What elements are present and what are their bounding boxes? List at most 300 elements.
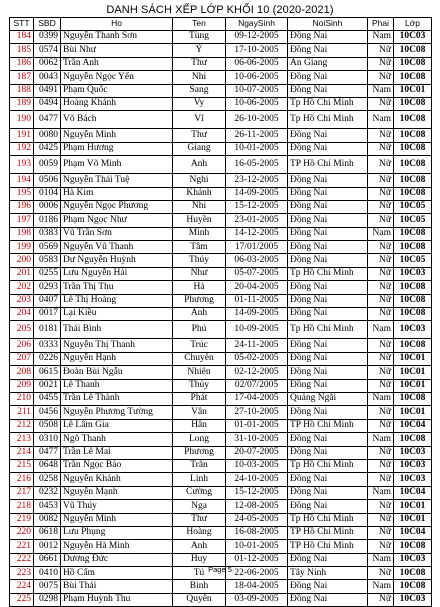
row-phai: Nữ: [368, 593, 394, 606]
row-ten: Giang: [173, 142, 226, 155]
row-ten: Chuyên: [173, 352, 226, 365]
row-stt: 186: [10, 57, 34, 70]
table-row: [10, 241, 432, 254]
row-ho: Lê Lâm Gia: [61, 419, 173, 432]
row-stt: 209: [10, 379, 34, 392]
row-ten: Hân: [173, 419, 226, 432]
row-phai: Nữ: [368, 267, 394, 280]
table-row: [10, 406, 432, 419]
table-row: [10, 580, 432, 593]
table-row: [10, 321, 432, 339]
row-ho: Trần Anh: [61, 57, 173, 70]
row-ten: Thư: [173, 129, 226, 142]
row-lop: 10C08: [394, 44, 432, 57]
row-noisinh: TP Hồ Chí Minh: [288, 526, 368, 539]
row-lop: 10C08: [394, 71, 432, 84]
row-ngaysinh: 15-12-2005: [226, 486, 288, 499]
row-lop: 10C08: [394, 281, 432, 294]
row-lop: 10C03: [394, 473, 432, 486]
header-stt: STT: [10, 18, 34, 31]
row-phai: Nam: [368, 111, 394, 129]
row-noisinh: Tp Hồ Chí Minh: [288, 111, 368, 129]
table-row: [10, 71, 432, 84]
row-phai: Nữ: [368, 379, 394, 392]
table-row: [10, 111, 432, 129]
row-ho: Hà Kim: [61, 187, 173, 200]
row-ten: Thư: [173, 57, 226, 70]
row-ngaysinh: 14-09-2005: [226, 308, 288, 321]
row-stt: 192: [10, 142, 34, 155]
header-sbd: SBD: [34, 18, 61, 31]
table-row: [10, 227, 432, 240]
row-noisinh: Đồng Nai: [288, 71, 368, 84]
row-ho: Nguyễn Ngọc Yến: [61, 71, 173, 84]
row-sbd: 0410: [34, 567, 61, 580]
table-row: [10, 174, 432, 187]
row-ngaysinh: 01-01-2005: [226, 419, 288, 432]
class-list-table: [9, 17, 432, 607]
row-lop: 10C08: [394, 111, 432, 129]
row-phai: Nữ: [368, 500, 394, 513]
row-ho: Nguyễn Thái Tuệ: [61, 174, 173, 187]
row-sbd: 0615: [34, 366, 61, 379]
row-lop: 10C01: [394, 84, 432, 97]
row-noisinh: Đồng Nai: [288, 294, 368, 307]
row-phai: Nữ: [368, 366, 394, 379]
row-sbd: 0569: [34, 241, 61, 254]
row-ngaysinh: 02/07/2005: [226, 379, 288, 392]
row-ho: Nguyễn Minh: [61, 129, 173, 142]
row-lop: 10C05: [394, 254, 432, 267]
row-ten: Hà: [173, 281, 226, 294]
row-noisinh: Đồng Nai: [288, 84, 368, 97]
row-stt: 205: [10, 321, 34, 339]
row-ho: Nguyễn Thị Thanh: [61, 339, 173, 352]
row-lop: 10C05: [394, 214, 432, 227]
row-stt: 196: [10, 200, 34, 213]
header-row: [10, 18, 432, 31]
row-phai: Nữ: [368, 406, 394, 419]
row-ho: Nguyễn Khánh: [61, 473, 173, 486]
row-sbd: 0491: [34, 84, 61, 97]
row-sbd: 0080: [34, 129, 61, 142]
row-ten: Anh: [173, 156, 226, 174]
row-phai: Nữ: [368, 294, 394, 307]
table-row: [10, 200, 432, 213]
row-phai: Nữ: [368, 44, 394, 57]
row-stt: 199: [10, 241, 34, 254]
row-noisinh: TP Hồ Chí Minh: [288, 156, 368, 174]
row-ho: Nguyễn Ngọc Phương: [61, 200, 173, 213]
row-lop: 10C03: [394, 321, 432, 339]
row-stt: 212: [10, 419, 34, 432]
row-ho: Trần Thị Thu: [61, 281, 173, 294]
row-ten: Bình: [173, 580, 226, 593]
row-noisinh: Tp Hồ Chí Minh: [288, 513, 368, 526]
row-noisinh: Đồng Nai: [288, 486, 368, 499]
row-ho: Nguyễn Mạnh: [61, 486, 173, 499]
table-row: [10, 446, 432, 459]
row-sbd: 0618: [34, 526, 61, 539]
row-sbd: 0293: [34, 281, 61, 294]
row-ten: Trúc: [173, 339, 226, 352]
row-sbd: 0181: [34, 321, 61, 339]
table-row: [10, 486, 432, 499]
table-row: [10, 267, 432, 280]
row-ho: Hoàng Khánh: [61, 97, 173, 110]
row-ngaysinh: 10-01-2005: [226, 142, 288, 155]
row-noisinh: Đồng Nai: [288, 446, 368, 459]
row-ngaysinh: 10-07-2005: [226, 84, 288, 97]
table-row: [10, 593, 432, 606]
row-sbd: 0494: [34, 97, 61, 110]
row-stt: 194: [10, 174, 34, 187]
row-lop: 10C04: [394, 419, 432, 432]
row-noisinh: TP Hồ Chí Minh: [288, 419, 368, 432]
row-ngaysinh: 20-07-2005: [226, 446, 288, 459]
row-ngaysinh: 23-12-2005: [226, 174, 288, 187]
row-sbd: 0310: [34, 433, 61, 446]
row-ten: Tùng: [173, 31, 226, 44]
table-row: [10, 500, 432, 513]
row-stt: 215: [10, 459, 34, 472]
table-row: [10, 433, 432, 446]
row-ngaysinh: 05-07-2005: [226, 267, 288, 280]
table-row: [10, 366, 432, 379]
row-sbd: 0043: [34, 71, 61, 84]
row-ngaysinh: 23-01-2005: [226, 214, 288, 227]
row-stt: 195: [10, 187, 34, 200]
row-noisinh: Đồng Nai: [288, 174, 368, 187]
header-lop: Lớp: [394, 18, 432, 31]
row-lop: 10C08: [394, 433, 432, 446]
row-stt: 191: [10, 129, 34, 142]
row-stt: 188: [10, 84, 34, 97]
table-row: [10, 419, 432, 432]
row-ho: Nguyễn Thanh Sơn: [61, 31, 173, 44]
row-lop: 10C04: [394, 526, 432, 539]
row-ngaysinh: 24-10-2005: [226, 473, 288, 486]
row-lop: 10C08: [394, 294, 432, 307]
row-lop: 10C08: [394, 97, 432, 110]
table-row: [10, 97, 432, 110]
row-ho: Đoàn Bùi Ngẫu: [61, 366, 173, 379]
row-ho: Nguyễn Vũ Thanh: [61, 241, 173, 254]
row-phai: Nam: [368, 553, 394, 566]
row-ten: Vân: [173, 406, 226, 419]
row-lop: 10C08: [394, 241, 432, 254]
row-sbd: 0021: [34, 379, 61, 392]
row-ngaysinh: 10-03-2005: [226, 459, 288, 472]
table-row: [10, 379, 432, 392]
row-sbd: 0583: [34, 254, 61, 267]
row-phai: Nữ: [368, 513, 394, 526]
table-row: [10, 57, 432, 70]
row-noisinh: Đồng Nai: [288, 281, 368, 294]
row-lop: 10C01: [394, 352, 432, 365]
row-stt: 222: [10, 553, 34, 566]
row-ten: Cường: [173, 486, 226, 499]
table-row: [10, 352, 432, 365]
row-lop: 10C01: [394, 379, 432, 392]
row-ten: Thủy: [173, 379, 226, 392]
row-ho: Phạm Võ Minh: [61, 156, 173, 174]
row-ngaysinh: 17-10-2005: [226, 44, 288, 57]
row-stt: 207: [10, 352, 34, 365]
row-sbd: 0508: [34, 419, 61, 432]
table-row: [10, 540, 432, 553]
row-ten: Như: [173, 267, 226, 280]
row-stt: 208: [10, 366, 34, 379]
row-noisinh: Đồng Nai: [288, 500, 368, 513]
row-stt: 185: [10, 44, 34, 57]
row-noisinh: Đồng Nai: [288, 433, 368, 446]
row-noisinh: Đồng Nai: [288, 200, 368, 213]
row-ho: Bùi Như: [61, 44, 173, 57]
row-noisinh: Tp Hồ Chí Minh: [288, 321, 368, 339]
row-phai: Nữ: [368, 174, 394, 187]
row-phai: Nữ: [368, 214, 394, 227]
row-sbd: 0012: [34, 540, 61, 553]
row-ngaysinh: 10-01-2005: [226, 540, 288, 553]
table-row: [10, 473, 432, 486]
table-row: [10, 31, 432, 44]
row-sbd: 0006: [34, 200, 61, 213]
row-noisinh: An Giang: [288, 57, 368, 70]
row-ten: Minh: [173, 227, 226, 240]
row-phai: Nam: [368, 84, 394, 97]
row-noisinh: Đồng Nai: [288, 406, 368, 419]
row-stt: 224: [10, 580, 34, 593]
row-ngaysinh: 14-12-2005: [226, 227, 288, 240]
row-stt: 200: [10, 254, 34, 267]
header-ho: Ho: [61, 18, 173, 31]
row-stt: 216: [10, 473, 34, 486]
row-lop: 10C03: [394, 553, 432, 566]
row-stt: 187: [10, 71, 34, 84]
row-lop: 10C05: [394, 200, 432, 213]
row-noisinh: Tp Hồ Chí Minh: [288, 459, 368, 472]
row-noisinh: Tây Ninh: [288, 567, 368, 580]
table-row: [10, 339, 432, 352]
row-sbd: 0186: [34, 214, 61, 227]
row-lop: 10C08: [394, 392, 432, 405]
row-stt: 221: [10, 540, 34, 553]
row-ten: Khánh: [173, 187, 226, 200]
row-ho: Ngô Thanh: [61, 433, 173, 446]
row-phai: Nữ: [368, 281, 394, 294]
row-ho: Trần Lê Thành: [61, 392, 173, 405]
row-lop: 10C03: [394, 446, 432, 459]
row-stt: 204: [10, 308, 34, 321]
row-ngaysinh: 18-04-2005: [226, 580, 288, 593]
row-lop: 10C08: [394, 540, 432, 553]
table-row: [10, 129, 432, 142]
row-ngaysinh: 24-11-2005: [226, 339, 288, 352]
row-ten: Phú: [173, 321, 226, 339]
row-ten: Nga: [173, 500, 226, 513]
row-sbd: 0477: [34, 111, 61, 129]
row-ten: Sang: [173, 84, 226, 97]
row-lop: 10C08: [394, 308, 432, 321]
row-phai: Nam: [368, 227, 394, 240]
row-ten: Phương: [173, 294, 226, 307]
row-ho: Hồ Cẩm: [61, 567, 173, 580]
row-ngaysinh: 20-04-2005: [226, 281, 288, 294]
table-row: [10, 214, 432, 227]
row-ten: Thư: [173, 513, 226, 526]
row-sbd: 0399: [34, 31, 61, 44]
row-ten: Huy: [173, 553, 226, 566]
row-stt: 218: [10, 500, 34, 513]
row-ho: Lưu Nguyễn Hải: [61, 267, 173, 280]
row-stt: 190: [10, 111, 34, 129]
row-ngaysinh: 01-12-2005: [226, 553, 288, 566]
table-row: [10, 84, 432, 97]
row-lop: 10C01: [394, 500, 432, 513]
row-sbd: 0082: [34, 513, 61, 526]
row-ten: Long: [173, 433, 226, 446]
row-ngaysinh: 03-09-2005: [226, 593, 288, 606]
row-noisinh: Đồng Nai: [288, 593, 368, 606]
row-stt: 210: [10, 392, 34, 405]
row-sbd: 0456: [34, 406, 61, 419]
row-phai: Nữ: [368, 446, 394, 459]
row-phai: Nữ: [368, 254, 394, 267]
row-noisinh: Đồng Nai: [288, 553, 368, 566]
row-ten: Anh: [173, 308, 226, 321]
row-ngaysinh: 14-09-2005: [226, 187, 288, 200]
row-ho: Lưu Phụng: [61, 526, 173, 539]
header-phai: Phai: [368, 18, 394, 31]
row-stt: 213: [10, 433, 34, 446]
page-number: Page 5: [208, 565, 232, 574]
row-lop: 10C04: [394, 486, 432, 499]
table-row: [10, 526, 432, 539]
table-row: [10, 156, 432, 174]
table-row: [10, 459, 432, 472]
row-ten: Thúy: [173, 254, 226, 267]
row-noisinh: Đồng Nai: [288, 129, 368, 142]
row-phai: Nam: [368, 433, 394, 446]
row-noisinh: Đồng Nai: [288, 31, 368, 44]
row-noisinh: Quảng Ngãi: [288, 392, 368, 405]
row-stt: 193: [10, 156, 34, 174]
row-noisinh: Đồng Nai: [288, 352, 368, 365]
row-phai: Nữ: [368, 200, 394, 213]
row-ho: Thái Bình: [61, 321, 173, 339]
row-ten: Tâm: [173, 241, 226, 254]
row-noisinh: Đồng Nai: [288, 339, 368, 352]
row-ho: Trần Ngọc Bảo: [61, 459, 173, 472]
row-ho: Phạm Quốc: [61, 84, 173, 97]
row-sbd: 0017: [34, 308, 61, 321]
row-ho: Bùi Thái: [61, 580, 173, 593]
row-ho: Nguyễn Hà Minh: [61, 540, 173, 553]
row-ngaysinh: 05-02-2005: [226, 352, 288, 365]
row-ngaysinh: 27-10-2005: [226, 406, 288, 419]
row-sbd: 0574: [34, 44, 61, 57]
row-stt: 220: [10, 526, 34, 539]
row-lop: 10C08: [394, 57, 432, 70]
row-stt: 211: [10, 406, 34, 419]
row-ho: Vũ Thúy: [61, 500, 173, 513]
row-ten: Phương: [173, 446, 226, 459]
row-phai: Nữ: [368, 97, 394, 110]
row-ten: Phát: [173, 392, 226, 405]
row-ten: Vy: [173, 97, 226, 110]
row-stt: 214: [10, 446, 34, 459]
row-stt: 184: [10, 31, 34, 44]
row-ho: Dư Nguyễn Huỳnh: [61, 254, 173, 267]
row-noisinh: Đồng Nai: [288, 142, 368, 155]
row-ngaysinh: 17/01/2005: [226, 241, 288, 254]
table-row: [10, 392, 432, 405]
row-stt: 197: [10, 214, 34, 227]
row-lop: 10C08: [394, 580, 432, 593]
row-ho: Nguyễn Hạnh: [61, 352, 173, 365]
row-ho: Vũ Trần Sơn: [61, 227, 173, 240]
row-phai: Nữ: [368, 352, 394, 365]
row-sbd: 0255: [34, 267, 61, 280]
row-lop: 10C08: [394, 156, 432, 174]
row-lop: 10C03: [394, 267, 432, 280]
row-ho: Võ Bách: [61, 111, 173, 129]
row-sbd: 0059: [34, 156, 61, 174]
row-ten: Hoàng: [173, 526, 226, 539]
row-ho: Lại Kiều: [61, 308, 173, 321]
row-sbd: 0232: [34, 486, 61, 499]
row-noisinh: Đồng Nai: [288, 227, 368, 240]
row-lop: 10C03: [394, 31, 432, 44]
row-lop: 10C08: [394, 567, 432, 580]
row-phai: Nữ: [368, 419, 394, 432]
row-stt: 217: [10, 486, 34, 499]
row-sbd: 0506: [34, 174, 61, 187]
row-stt: 223: [10, 567, 34, 580]
row-ho: Nguyễn Phương Tường: [61, 406, 173, 419]
row-ten: Tú: [173, 567, 226, 580]
row-phai: Nữ: [368, 187, 394, 200]
row-phai: Nữ: [368, 241, 394, 254]
table-row: [10, 281, 432, 294]
row-ngaysinh: 09-12-2005: [226, 31, 288, 44]
row-ngaysinh: 06-03-2005: [226, 254, 288, 267]
row-ngaysinh: 24-05-2005: [226, 513, 288, 526]
row-noisinh: Đồng Nai: [288, 214, 368, 227]
row-ngaysinh: 31-10-2005: [226, 433, 288, 446]
row-ngaysinh: 10-06-2005: [226, 71, 288, 84]
row-ten: Ý: [173, 44, 226, 57]
row-sbd: 0477: [34, 446, 61, 459]
header-ten: Ten: [173, 18, 226, 31]
row-sbd: 0661: [34, 553, 61, 566]
row-sbd: 0333: [34, 339, 61, 352]
row-noisinh: Đồng Nai: [288, 241, 368, 254]
table-row: [10, 294, 432, 307]
row-ngaysinh: 22-06-2005: [226, 567, 288, 580]
row-ten: Linh: [173, 473, 226, 486]
row-noisinh: Đồng Nai: [288, 473, 368, 486]
table-row: [10, 308, 432, 321]
row-phai: Nữ: [368, 459, 394, 472]
row-lop: 10C03: [394, 459, 432, 472]
row-ho: Phạm Ngọc Như: [61, 214, 173, 227]
row-ten: Vĩ: [173, 111, 226, 129]
row-stt: 202: [10, 281, 34, 294]
row-lop: 10C01: [394, 513, 432, 526]
row-ngaysinh: 12-08-2005: [226, 500, 288, 513]
